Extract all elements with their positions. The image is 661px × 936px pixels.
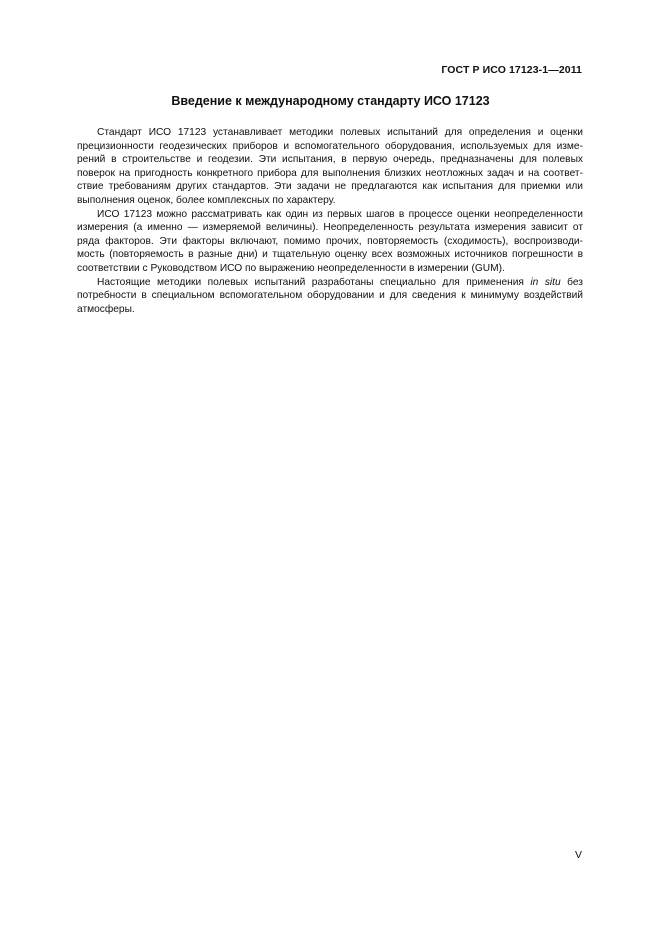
paragraph-line: ИСО 17123 можно рассматривать как один из первых шагов в процессе оценки неопределенности (97, 208, 583, 220)
paragraph-line: прецизионности геодезических приборов и вспомогательного оборудования, используемых для изме- (77, 140, 583, 152)
paragraph-line: ствие требованиям других стандартов. Эти задачи не предлагаются как испытания для приемки или (77, 181, 583, 193)
paragraph-line: потребности в специальном вспомогательном оборудовании и для сведения к минимуму воздействий (77, 290, 583, 302)
paragraph-line: атмосферы. (77, 303, 135, 315)
page-title: Введение к международному стандарту ИСО 17123 (171, 94, 490, 108)
paragraph-3 (77, 276, 583, 317)
paragraph-line: измерения (а именно — измеряемой величины). Неопределенность результата измерения зависит от (77, 222, 583, 234)
paragraph-line: выполнения оценок, более комплексных по характеру. (77, 194, 336, 206)
body-text (77, 126, 583, 316)
paragraph-line: соответствии с Руководством ИСО по выражению неопределенности в измерении (GUM). (77, 262, 505, 274)
paragraph-2 (77, 208, 583, 276)
page-number: V (574, 849, 582, 861)
paragraph-line: мость (повторяемость в разные дни) и тщательную оценку всех возможных источников погрешности в (77, 249, 583, 261)
paragraph-line: ряда факторов. Эти факторы включают, помимо прочих, повторяемость (сходимость), воспроизводи- (77, 235, 583, 247)
paragraph-1 (77, 126, 583, 208)
paragraph-line: поверок на пригодность конкретного прибора для выполнения близких неотложных задач и на соответ- (77, 167, 583, 179)
standard-code-header: ГОСТ Р ИСО 17123-1—2011 (441, 64, 582, 76)
paragraph-line: Стандарт ИСО 17123 устанавливает методики полевых испытаний для определения и оценки (97, 127, 583, 138)
paragraph-line: рений в строительстве и геодезии. Эти испытания, в первую очередь, предназначены для полевых (77, 154, 583, 166)
paragraph-line (77, 276, 583, 290)
text-run: без (560, 276, 583, 288)
text-run: Настоящие методики полевых испытаний разработаны специально для применения (97, 276, 531, 288)
italic-term: in situ (530, 276, 561, 288)
